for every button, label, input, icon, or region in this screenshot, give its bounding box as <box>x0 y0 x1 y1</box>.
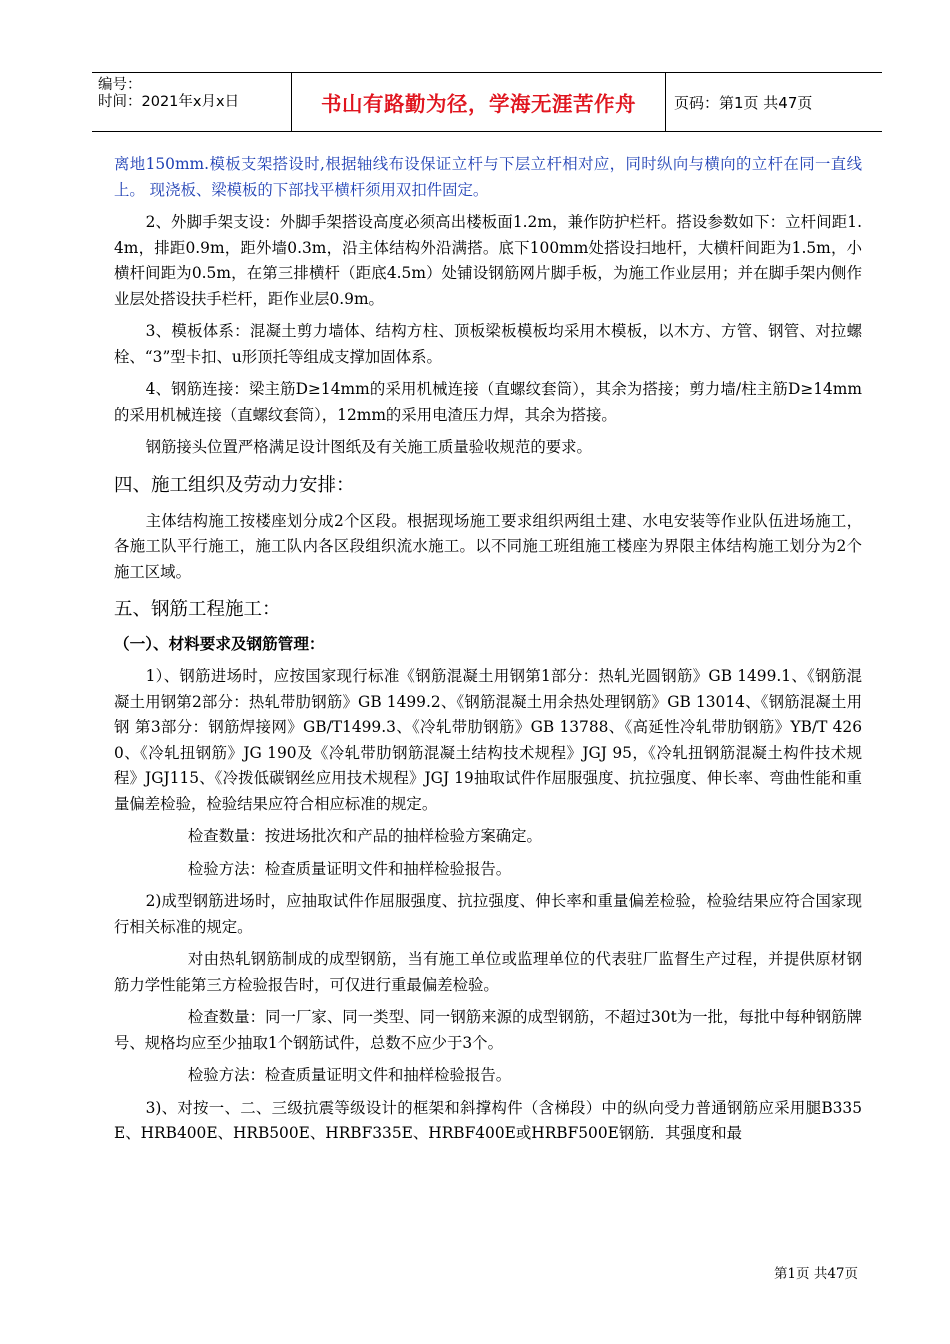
header-meta <box>92 73 292 131</box>
section-heading: 四、施工组织及劳动力安排： <box>114 474 355 496</box>
paragraph: 1）、钢筋进场时，应按国家现行标准《钢筋混凝土用钢第1部分：热轧光圆钢筋》GB 1499.1、《钢筋混凝土用钢第2部分：热轧带肋钢筋》GB 1499.2、《钢筋混凝土用余热处理钢筋》GB 13014、《钢筋混凝土用钢 第3部分：钢筋焊接网》GB/T1499.3、《冷轧带肋钢筋》GB 13788、《高延性冷轧带肋钢筋》YB/T 4260、《冷轧扭钢筋》JG 190及《冷轧带肋钢筋混凝土结构技术规程》JGJ 95，《冷轧扭钢筋混凝土构件技术规程》JGJ115、《冷拨低碳钢丝应用技术规程》JGJ 19抽取试件作屈服强度、抗拉强度、伸长率、弯曲性能和重量偏差检验，检验结果应符合相应标准的规定。 <box>114 667 862 813</box>
header-page-number: 页码：第1页 共47页 <box>674 93 813 112</box>
doc-number-label: 编号： <box>98 77 142 93</box>
document-body <box>114 152 862 1154</box>
paragraph: 检验方法：检查质量证明文件和抽样检验报告。 <box>187 1066 512 1084</box>
paragraph: 检查数量：按进场批次和产品的抽样检验方案确定。 <box>187 827 542 845</box>
paragraph: 检验方法：检查质量证明文件和抽样检验报告。 <box>187 859 512 878</box>
doc-time-label: 时间：2021年x月x日 <box>98 94 240 110</box>
paragraph: 2、外脚手架支设：外脚手架搭设高度必须高出楼板面1.2m，兼作防护栏杆。搭设参数如下：立杆间距1.4m，排距0.9m，距外墙0.3m，沿主体结构外沿满搭。底下100mm处搭设扫地杆，大横杆间距为1.5m，小横杆间距为0.5m，在第三排横杆（距底4.5m）处铺设钢筋网片脚手板，为施工作业层用；并在脚手架内侧作业层处搭设扶手栏杆，距作业层0.9m。 <box>114 213 862 308</box>
paragraph: 检查数量：同一厂家、同一类型、同一钢筋来源的成型钢筋，不超过30t为一批，每批中每种钢筋牌号、规格均应至少抽取1个钢筋试件，总数不应少于3个。 <box>114 1008 862 1052</box>
section-heading: 五、钢筋工程施工： <box>114 599 281 620</box>
page-header <box>92 72 882 132</box>
paragraph: 钢筋接头位置严格满足设计图纸及有关施工质量验收规范的要求。 <box>145 438 592 456</box>
paragraph: 3、模板体系：混凝土剪力墙体、结构方柱、顶板梁板模板均采用木模板，以木方、方管、钢管、对拉螺栓、“3”型卡扣、u形顶托等组成支撑加固体系。 <box>114 322 862 366</box>
header-motto: 书山有路勤为径，学海无涯苦作舟 <box>292 73 666 131</box>
paragraph: 2)成型钢筋进场时，应抽取试件作屈服强度、抗拉强度、伸长率和重量偏差检验，检验结果应符合国家现行相关标准的规定。 <box>114 892 862 936</box>
paragraph: 离地150mm.模板支架搭设时,根据轴线布设保证立杆与下层立杆相对应，同时纵向与横向的立杆在同一直线上。 现浇板、梁模板的下部找平横杆须用双扣件固定。 <box>114 155 862 199</box>
subsection-heading: （一）、材料要求及钢筋管理： <box>114 635 325 653</box>
paragraph: 主体结构施工按楼座划分成2个区段。根据现场施工要求组织两组土建、水电安装等作业队伍进场施工，各施工队平行施工，施工队内各区段组织流水施工。以不同施工班组施工楼座为界限主体结构施工划分为2个施工区域。 <box>114 511 862 581</box>
paragraph: 3)、对按一、二、三级抗震等级设计的框架和斜撑构件（含梯段）中的纵向受力普通钢筋应采用腿B335E、HRB400E、HRB500E、HRBF335E、HRBF400E或HRBF500E钢筋．其强度和最 <box>114 1098 862 1142</box>
paragraph: 4、钢筋连接：梁主筋D≥14mm的采用机械连接（直螺纹套筒），其余为搭接；剪力墙/柱主筋D≥14mm的采用机械连接（直螺纹套筒），12mm的采用电渣压力焊，其余为搭接。 <box>114 380 862 424</box>
paragraph: 对由热轧钢筋制成的成型钢筋，当有施工单位或监理单位的代表驻厂监督生产过程，并提供原材钢筋力学性能第三方检验报告时，可仅进行重最偏差检验。 <box>114 950 862 994</box>
page-footer: 第1页 共47页 <box>773 1266 858 1282</box>
